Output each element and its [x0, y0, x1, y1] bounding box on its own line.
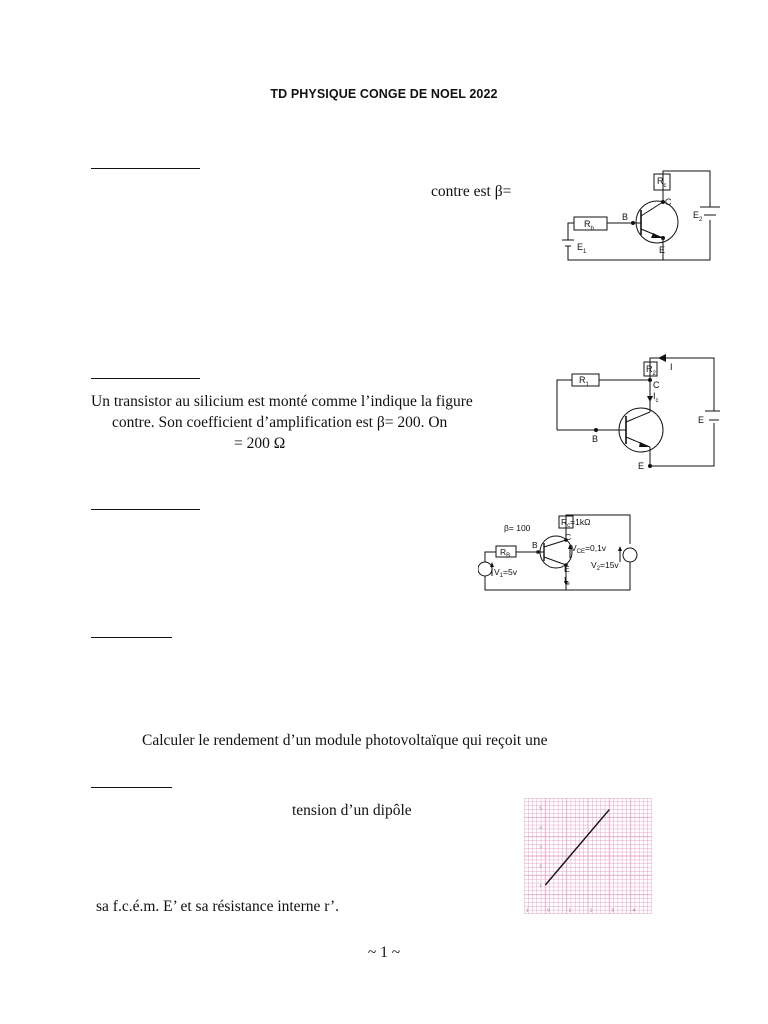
section-4-heading-rule	[91, 637, 172, 638]
circuit-figure-2	[550, 350, 720, 475]
fig1-e1-label: $E_1$	[577, 242, 587, 255]
fig1-rc-label: $R_c$	[657, 176, 667, 189]
fig2-source-label: E	[698, 415, 705, 425]
characteristic-line	[545, 810, 609, 885]
fig2-collector-label: C	[653, 380, 660, 390]
fig3-rb-label: $R_B$	[500, 547, 511, 559]
y-tick-label: 5	[539, 805, 542, 811]
fig3-ie-label: $I_e$	[564, 575, 570, 587]
x-tick-label: 1	[526, 907, 529, 913]
fig2-r2-label: $R_2$	[646, 364, 656, 377]
circuit-figure-3	[478, 510, 643, 595]
section-5-text-2: sa f.c.é.m. E’ et sa résistance interne r’.	[96, 898, 340, 915]
page-title: TD PHYSIQUE CONGE DE NOEL 2022	[270, 87, 498, 101]
page-number: ~ 1 ~	[367, 944, 401, 961]
y-tick-label: 3	[539, 844, 542, 850]
fig2-r1-label: $R_1$	[579, 375, 589, 388]
section-2-line-3: = 200 Ω	[234, 435, 286, 452]
fig3-emitter-label: E	[564, 564, 570, 574]
section-4-text: Calculer le rendement d’un module photovoltaïque qui reçoit une	[142, 732, 548, 749]
fig3-rc-label: $R_c=1k\Omega$	[561, 517, 591, 529]
fig1-emitter-label: E	[659, 245, 666, 255]
fig2-emitter-label: E	[638, 461, 645, 471]
y-tick-label: 1	[539, 883, 542, 888]
fig3-v1-label: $V_1=5v$	[494, 567, 517, 579]
x-tick-label: 4	[632, 907, 636, 913]
fig3-collector-label: C	[565, 532, 572, 542]
fig1-e2-label: $E_2$	[693, 210, 703, 223]
fig2-current-label: I	[670, 362, 673, 372]
fig3-base-label: B	[532, 540, 538, 550]
circuit-figure-1	[550, 160, 720, 270]
fig1-rb-label: $R_b$	[584, 219, 594, 232]
section-1-text: contre est β=	[431, 183, 512, 200]
fig2-ic-label: $I_c$	[653, 391, 659, 404]
section-2-heading-rule	[91, 378, 200, 379]
y-tick-label: 2	[539, 863, 542, 869]
y-tick-label: 4	[539, 825, 542, 830]
x-tick-label: 0	[547, 907, 550, 913]
section-3-heading-rule	[91, 509, 200, 510]
fig3-v2-label: $V_2=15v$	[591, 560, 619, 572]
fig3-beta-label: β= 100	[504, 523, 531, 533]
section-1-heading-rule	[91, 168, 200, 169]
fig1-collector-label: C	[665, 197, 672, 207]
section-5-text-1: tension d’un dipôle	[292, 802, 412, 819]
x-tick-label: 1	[568, 907, 572, 913]
section-2-line-1: Un transistor au silicium est monté comme l’indique la figure	[91, 393, 473, 410]
fig2-base-label: B	[592, 434, 599, 444]
x-tick-label: 2	[590, 907, 593, 913]
x-tick-label: 3	[611, 907, 614, 913]
fig3-vce-label: $V_{CE}=0,1v$	[571, 543, 607, 555]
section-2-line-2: contre. Son coefficient d’amplification est β= 200. On	[112, 414, 448, 431]
characteristic-graph	[524, 798, 652, 914]
section-5-heading-rule	[91, 787, 172, 788]
fig1-base-label: B	[622, 212, 629, 222]
